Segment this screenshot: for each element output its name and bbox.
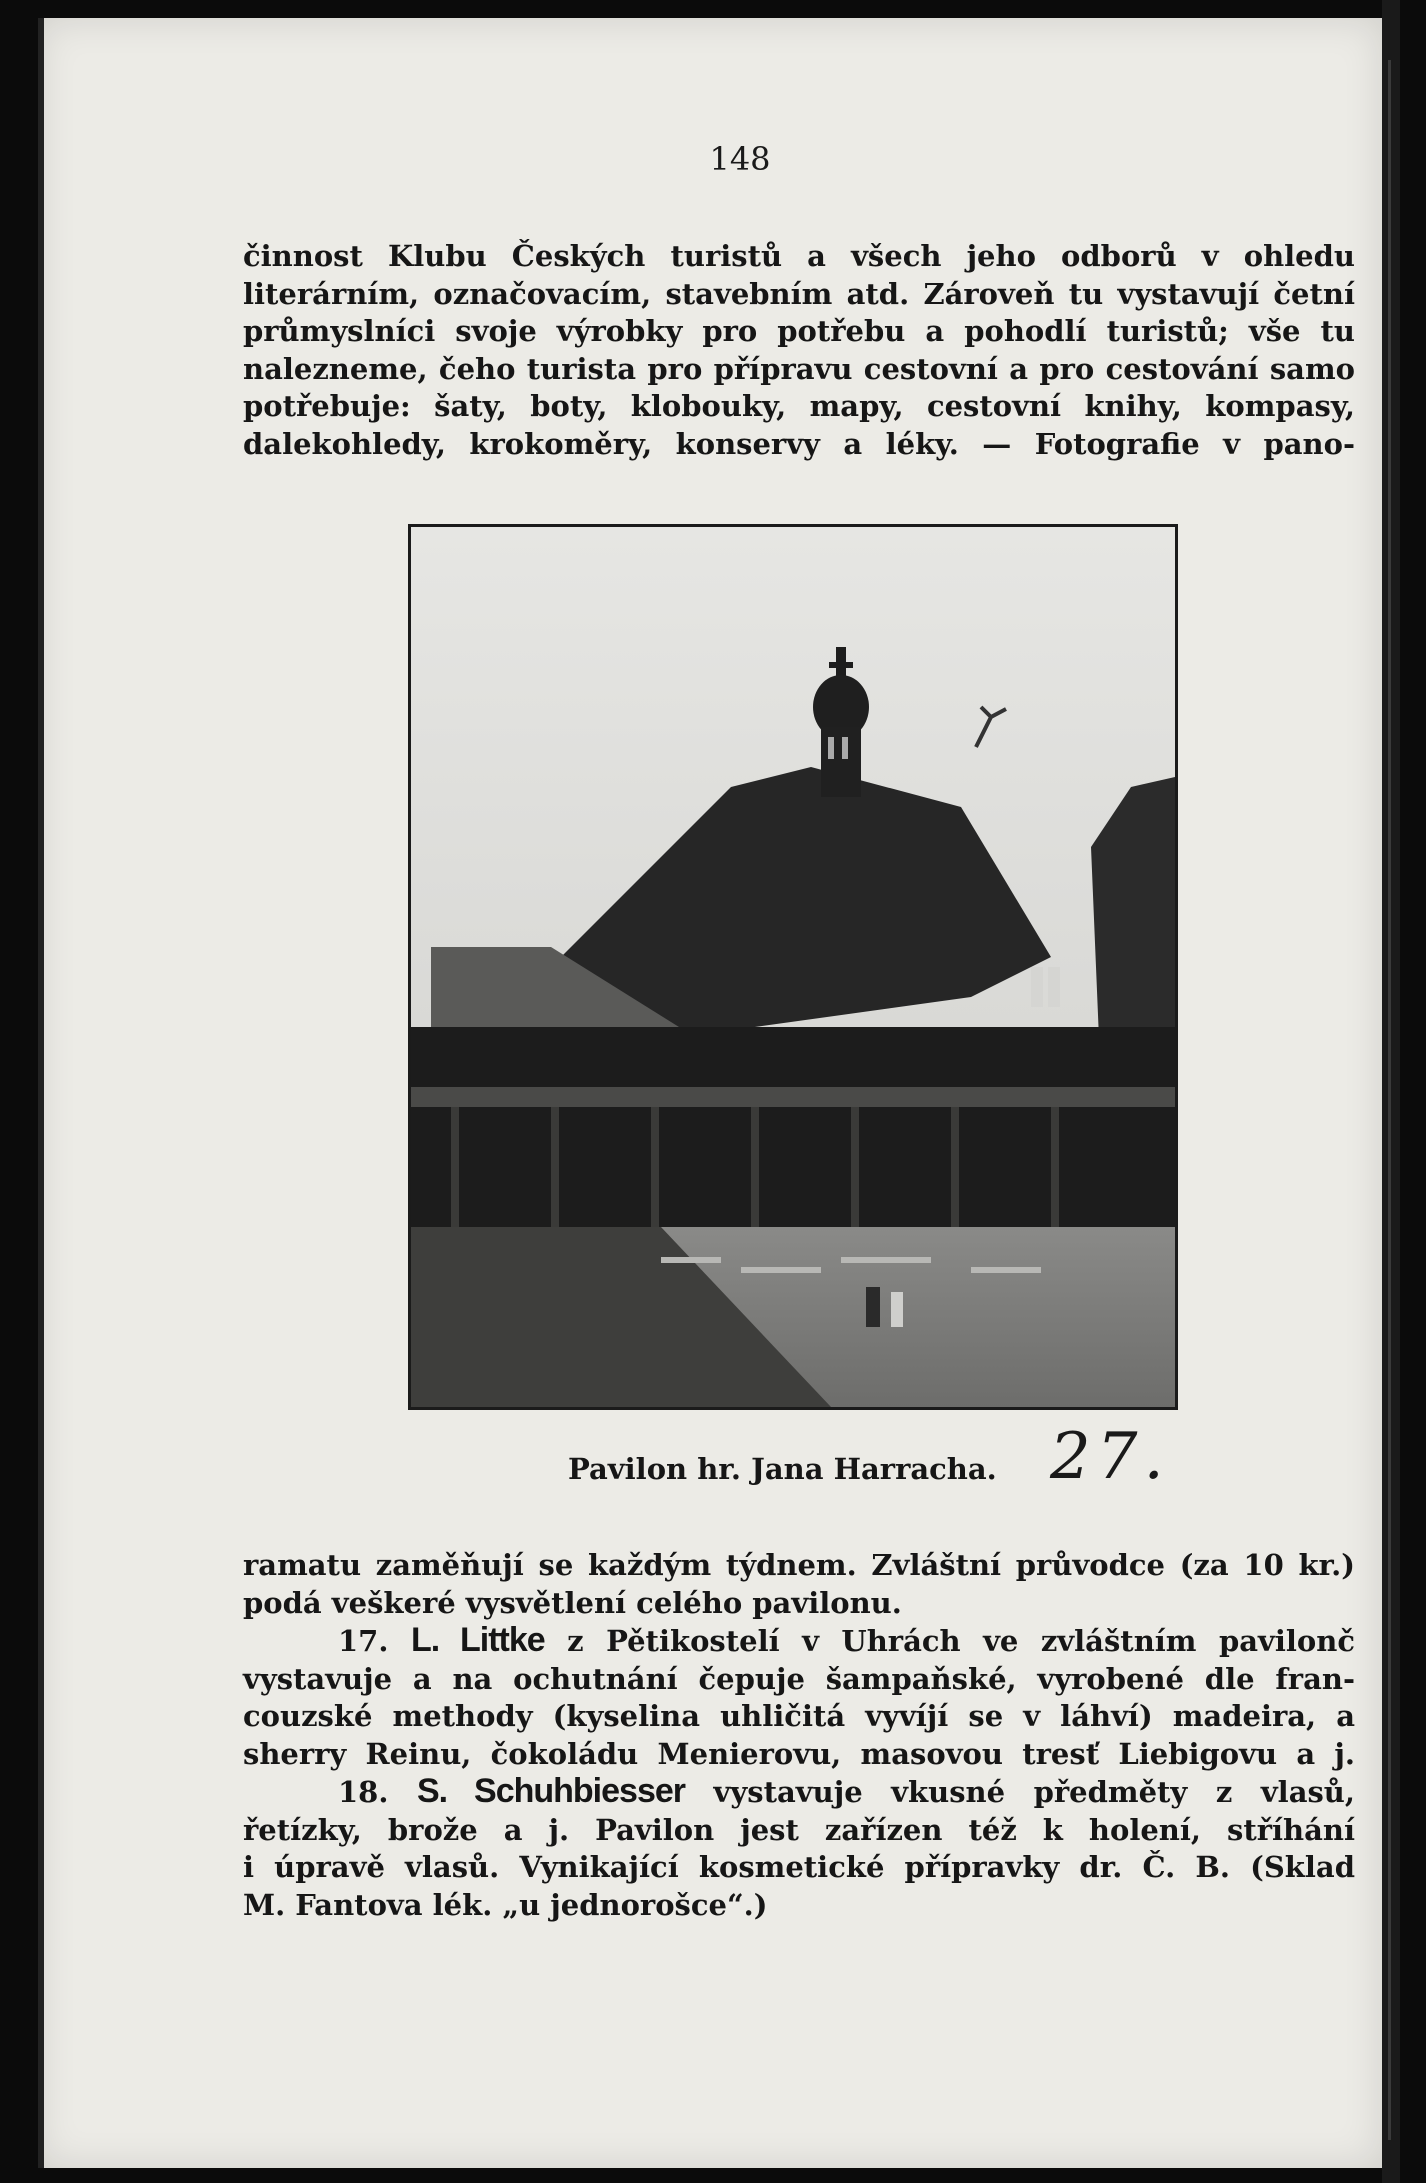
text-line: i úpravě vlasů. Vynikající kosmetické přípravky dr. Č. B. (Sklad: [243, 1850, 1355, 1884]
text-line: M. Fantova lék. „u jednorošce“.): [243, 1887, 768, 1922]
text-line: potřebuje: šaty, boty, klobouky, mapy, cestovní knihy, kompasy,: [243, 389, 1355, 423]
item-18-text: vystavuje vkusné předměty z vlasů,: [713, 1775, 1355, 1809]
item-18-line: [243, 1773, 1355, 1812]
figure-caption: Pavilon hr. Jana Harracha.: [568, 1452, 997, 1486]
item-18-number: 18.: [338, 1775, 389, 1809]
item-17-number: 17.: [338, 1624, 389, 1658]
text-line: činnost Klubu Českých turistů a všech jeho odborů v ohledu: [243, 239, 1355, 273]
page-number: 148: [709, 140, 771, 178]
page-left-edge: [38, 18, 44, 2168]
pavilion-photo-illustration: [411, 527, 1175, 1407]
text-line: dalekohledy, krokoměry, konservy a léky. — Fotografie v pano-: [243, 426, 1355, 461]
item-17-line: [243, 1622, 1355, 1661]
text-line: vystavuje a na ochutnání čepuje šampaňské, vyrobené dle fran-: [243, 1661, 1355, 1696]
page-right-binding-edge: [1382, 0, 1400, 2183]
text-line: podá veškeré vysvětlení celého pavilonu.: [243, 1585, 902, 1620]
page-right-binding-line: [1388, 60, 1391, 2140]
text-line: průmyslníci svoje výrobky pro potřebu a pohodlí turistů; vše tu: [243, 314, 1355, 348]
bottom-paragraph: [243, 1547, 1355, 1924]
text-line: literárním, označovacím, stavebním atd. Zároveň tu vystavují četní: [243, 276, 1355, 311]
item-17-name: L. Littke: [410, 1621, 545, 1659]
item-17-text: z Pětikostelí v Uhrách ve zvláštním pavilonč: [567, 1624, 1355, 1658]
text-line: ramatu zaměňují se každým týdnem. Zvláštní průvodce (za 10 kr.): [243, 1548, 1355, 1582]
item-18-name: S. Schuhbiesser: [417, 1772, 685, 1810]
handwritten-number: 27.: [1050, 1420, 1170, 1494]
pavilion-photograph: [408, 524, 1178, 1410]
top-paragraph: [243, 238, 1355, 463]
text-line: sherry Reinu, čokoládu Menierovu, masovou tresť Liebigovu a j.: [243, 1736, 1355, 1771]
text-line: couzské methody (kyselina uhličitá vyvíjí se v láhví) madeira, a: [243, 1699, 1355, 1733]
text-line: nalezneme, čeho turista pro přípravu cestovní a pro cestování samo: [243, 351, 1355, 386]
text-line: řetízky, brože a j. Pavilon jest zařízen též k holení, stříhání: [243, 1812, 1355, 1847]
